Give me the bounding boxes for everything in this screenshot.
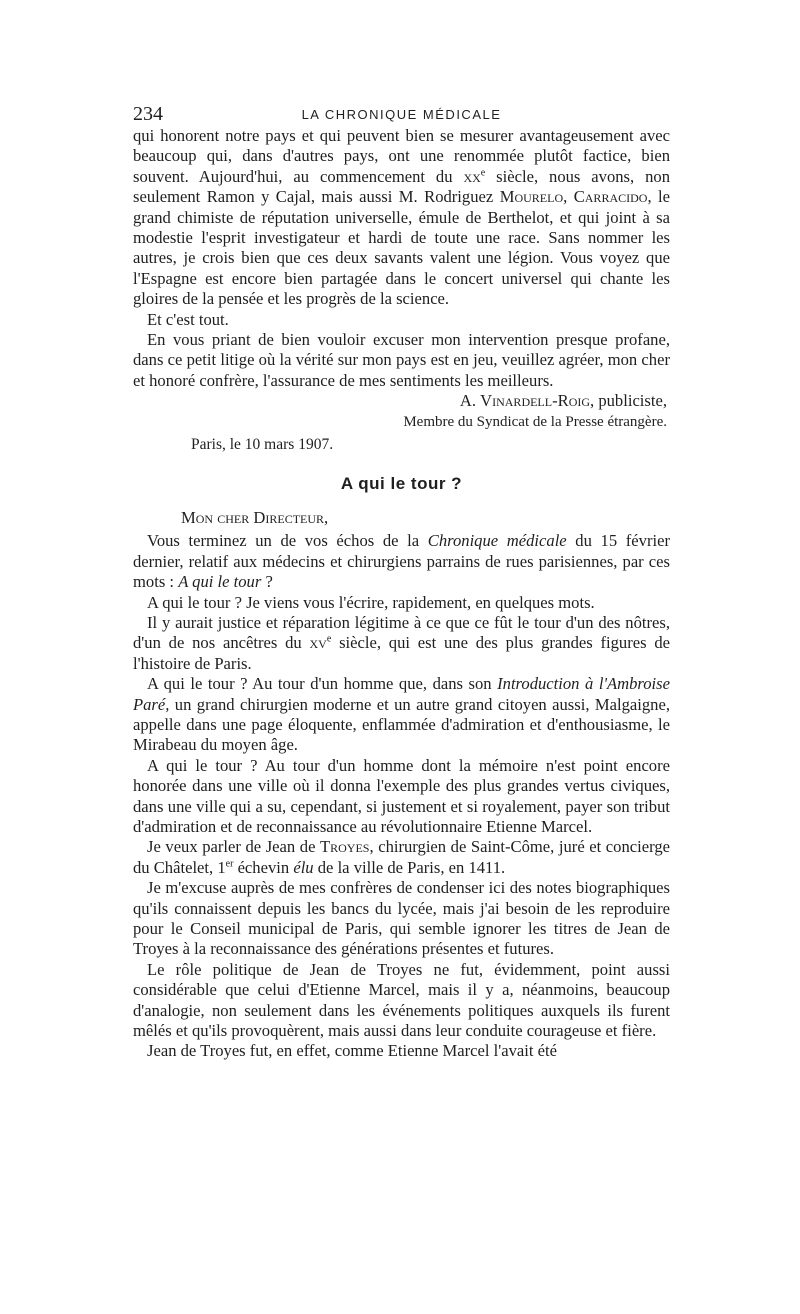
signature: A. Vinardell-Roig, publiciste, — [459, 391, 667, 411]
author-name-mourelo: Mourelo — [499, 187, 564, 207]
paragraph: Jean de Troyes fut, en effet, comme Etienne Marcel l'avait été — [147, 1041, 558, 1061]
article-body — [133, 126, 670, 1062]
paragraph: A qui le tour ? Au tour d'un homme dont la mémoire n'est point encore honorée dans une ville où il donna l'exemple des plus grandes vertus civiques, dans une ville qui a su, cependant, si justement et si royalement, payer son tribut d'admiration et de reconnaissance au révolutionnaire Etienne Marcel. — [133, 755, 670, 836]
running-head — [133, 103, 670, 125]
paragraph: Il y aurait justice et réparation légitime à ce que ce fût le tour d'un des nôtres, d'un de nos ancêtres du $xv^e$ siècle, qui est une des plus grandes figures de l'histoire de Paris. — [133, 612, 671, 673]
salutation: Mon cher Directeur, — [181, 507, 329, 527]
paragraph: Vous terminez un de vos échos de la Chronique médicale du 15 février dernier, relatif aux médecins et chirurgiens parrains de rues parisiennes, par ces mots : A qui le tour ? — [133, 531, 670, 592]
paragraph-short: Et c'est tout. — [147, 309, 229, 329]
paragraph: Je m'excuse auprès de mes confrères de condenser ici des notes biographiques qu'ils connaissent depuis les bancs du lycée, mais j'ai besoin de les reproduire pour le Conseil municipal de Paris, qui semble ignorer les titres de Jean de Troyes à la reconnaissance des générations présentes et futures. — [133, 878, 670, 959]
paragraph: Le rôle politique de Jean de Troyes ne fut, évidemment, point aussi considérable que celui d'Etienne Marcel, mais il y a, néanmoins, beaucoup d'analogie, non seulement dans les événements politiques auxquels ils furent mêlés et qu'ils provoquèrent, mais aussi dans leur conduite courageuse et fière. — [133, 959, 670, 1041]
paragraph-closing: En vous priant de bien vouloir excuser mon intervention presque profane, dans ce petit litige où la vérité sur mon pays est en jeu, veuillez agréer, mon cher et honoré confrère, l'assurance de mes sentiments les meilleurs. — [133, 330, 670, 390]
dateline: Paris, le 10 mars 1907. — [191, 436, 334, 454]
paragraph: A qui le tour ? Je viens vous l'écrire, rapidement, en quelques mots. — [147, 592, 595, 612]
section-title: A qui le tour ? — [340, 473, 463, 493]
paragraph: Je veux parler de Jean de Troyes, chirurgien de Saint-Côme, juré et concierge du Châtelet, 1er échevin élu de la ville de Paris, en 1411. — [133, 837, 670, 877]
signature-affiliation: Membre du Syndicat de la Presse étrangère. — [403, 413, 667, 430]
paragraph: A qui le tour ? Au tour d'un homme que, dans son Introduction à l'Ambroise Paré, un grand chirurgien moderne et un autre grand citoyen aussi, Malgaigne, appelle dans une page éloquente, enflammée d'admiration et d'enthousiasme, le Mirabeau du moyen âge. — [133, 674, 670, 755]
journal-title: LA CHRONIQUE MÉDICALE — [301, 107, 502, 122]
paragraph-continuation: qui honorent notre pays et qui peuvent bien se mesurer avantageusement avec beaucoup qui, dans d'autres pays, ont une renommée plutôt factice, bien souvent. Aujourd'hui, au commencement du $xx^e$ siècle, nous avons, non seulement Ramon y Cajal, mais aussi M. Rodriguez Mourelo, Carracido, le grand chimiste de réputation universelle, émule de Berthelot, et qui joint à sa modestie l'esprit investigateur et hardi de toute une race. Sans nommer les autres, je crois bien que ces deux savants valent une légion. Vous voyez que l'Espagne est encore bien partagée dans le concert universel qui chante les gloires de la pensée et les progrès de la science. — [133, 126, 671, 309]
page-number: 234 — [133, 103, 163, 125]
author-name-carracido: Carracido — [573, 187, 648, 207]
